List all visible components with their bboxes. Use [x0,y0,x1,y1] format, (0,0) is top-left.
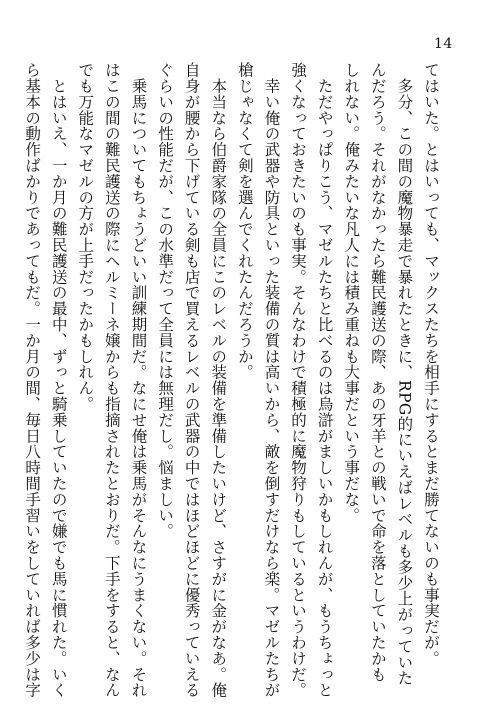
text-line: しれない。俺みたいな凡人には積み重ねも大事だという事だな。 [342,62,361,524]
text-line: ら基本の動作ばかりであってもだ。一か月の間、毎日八時間手習いをしていれば多少は字 [23,62,42,698]
text-line: ぐらいの性能だが、この水準だって全員には無理だし。悩ましい。 [156,62,175,539]
text-line: 強くなっておきたいのも事実。そんなわけで積極的に魔物狩りもしているというわけだ。 [289,62,308,698]
page-number: 14 [434,36,453,52]
novel-text-body [23,62,444,698]
text-line: んだろう。それがなかったら難民護送の際、あの牙羊との戦いで命を落としていたかも [368,62,387,683]
text-line: 幸い俺の武器や防具といった装備の質は高いから、敵を倒すだけなら楽。マゼルたちが [262,62,281,698]
text-line: でも万能なマゼルの方が上手だったかもしれん。 [76,62,95,412]
text-line: 乗馬についてもちょうどいい訓練期間だ。なにせ俺は乗馬がそんなにうまくない。それ [129,62,148,698]
text-line: 槍じゃなくて剣を選んでくれたんだろうか。 [235,62,254,380]
text-line: 本当なら伯爵家隊の全員にこのレベルの装備を準備したいけど、さすがに金がなあ。俺 [209,62,228,698]
text-line: 自身が腰から下げている剣も店で買えるレベルの武器の中ではほどほどに優秀っていえる [182,62,201,698]
text-line: とはいえ、一か月の難民護送の最中、ずっと騎乗していたので嫌でも馬に慣れた。いく [49,62,68,698]
text-line: はこの間の難民護送の際にヘルミーネ嬢からも指摘されたとおりだ。下手をすると、なん [102,62,121,698]
text-line: てはいた。とはいっても、マックスたちを相手にするとまだ勝てないのも事実だが。 [422,62,440,667]
text-line: 多分、この間の魔物暴走で暴れたときに、RPG的にいえばレベルも多少上がっていた [395,62,414,686]
text-line: ただやっぱりこう、マゼルたちと比べるのは烏滸がましいかもしれんが、もうちょっと [315,62,334,698]
